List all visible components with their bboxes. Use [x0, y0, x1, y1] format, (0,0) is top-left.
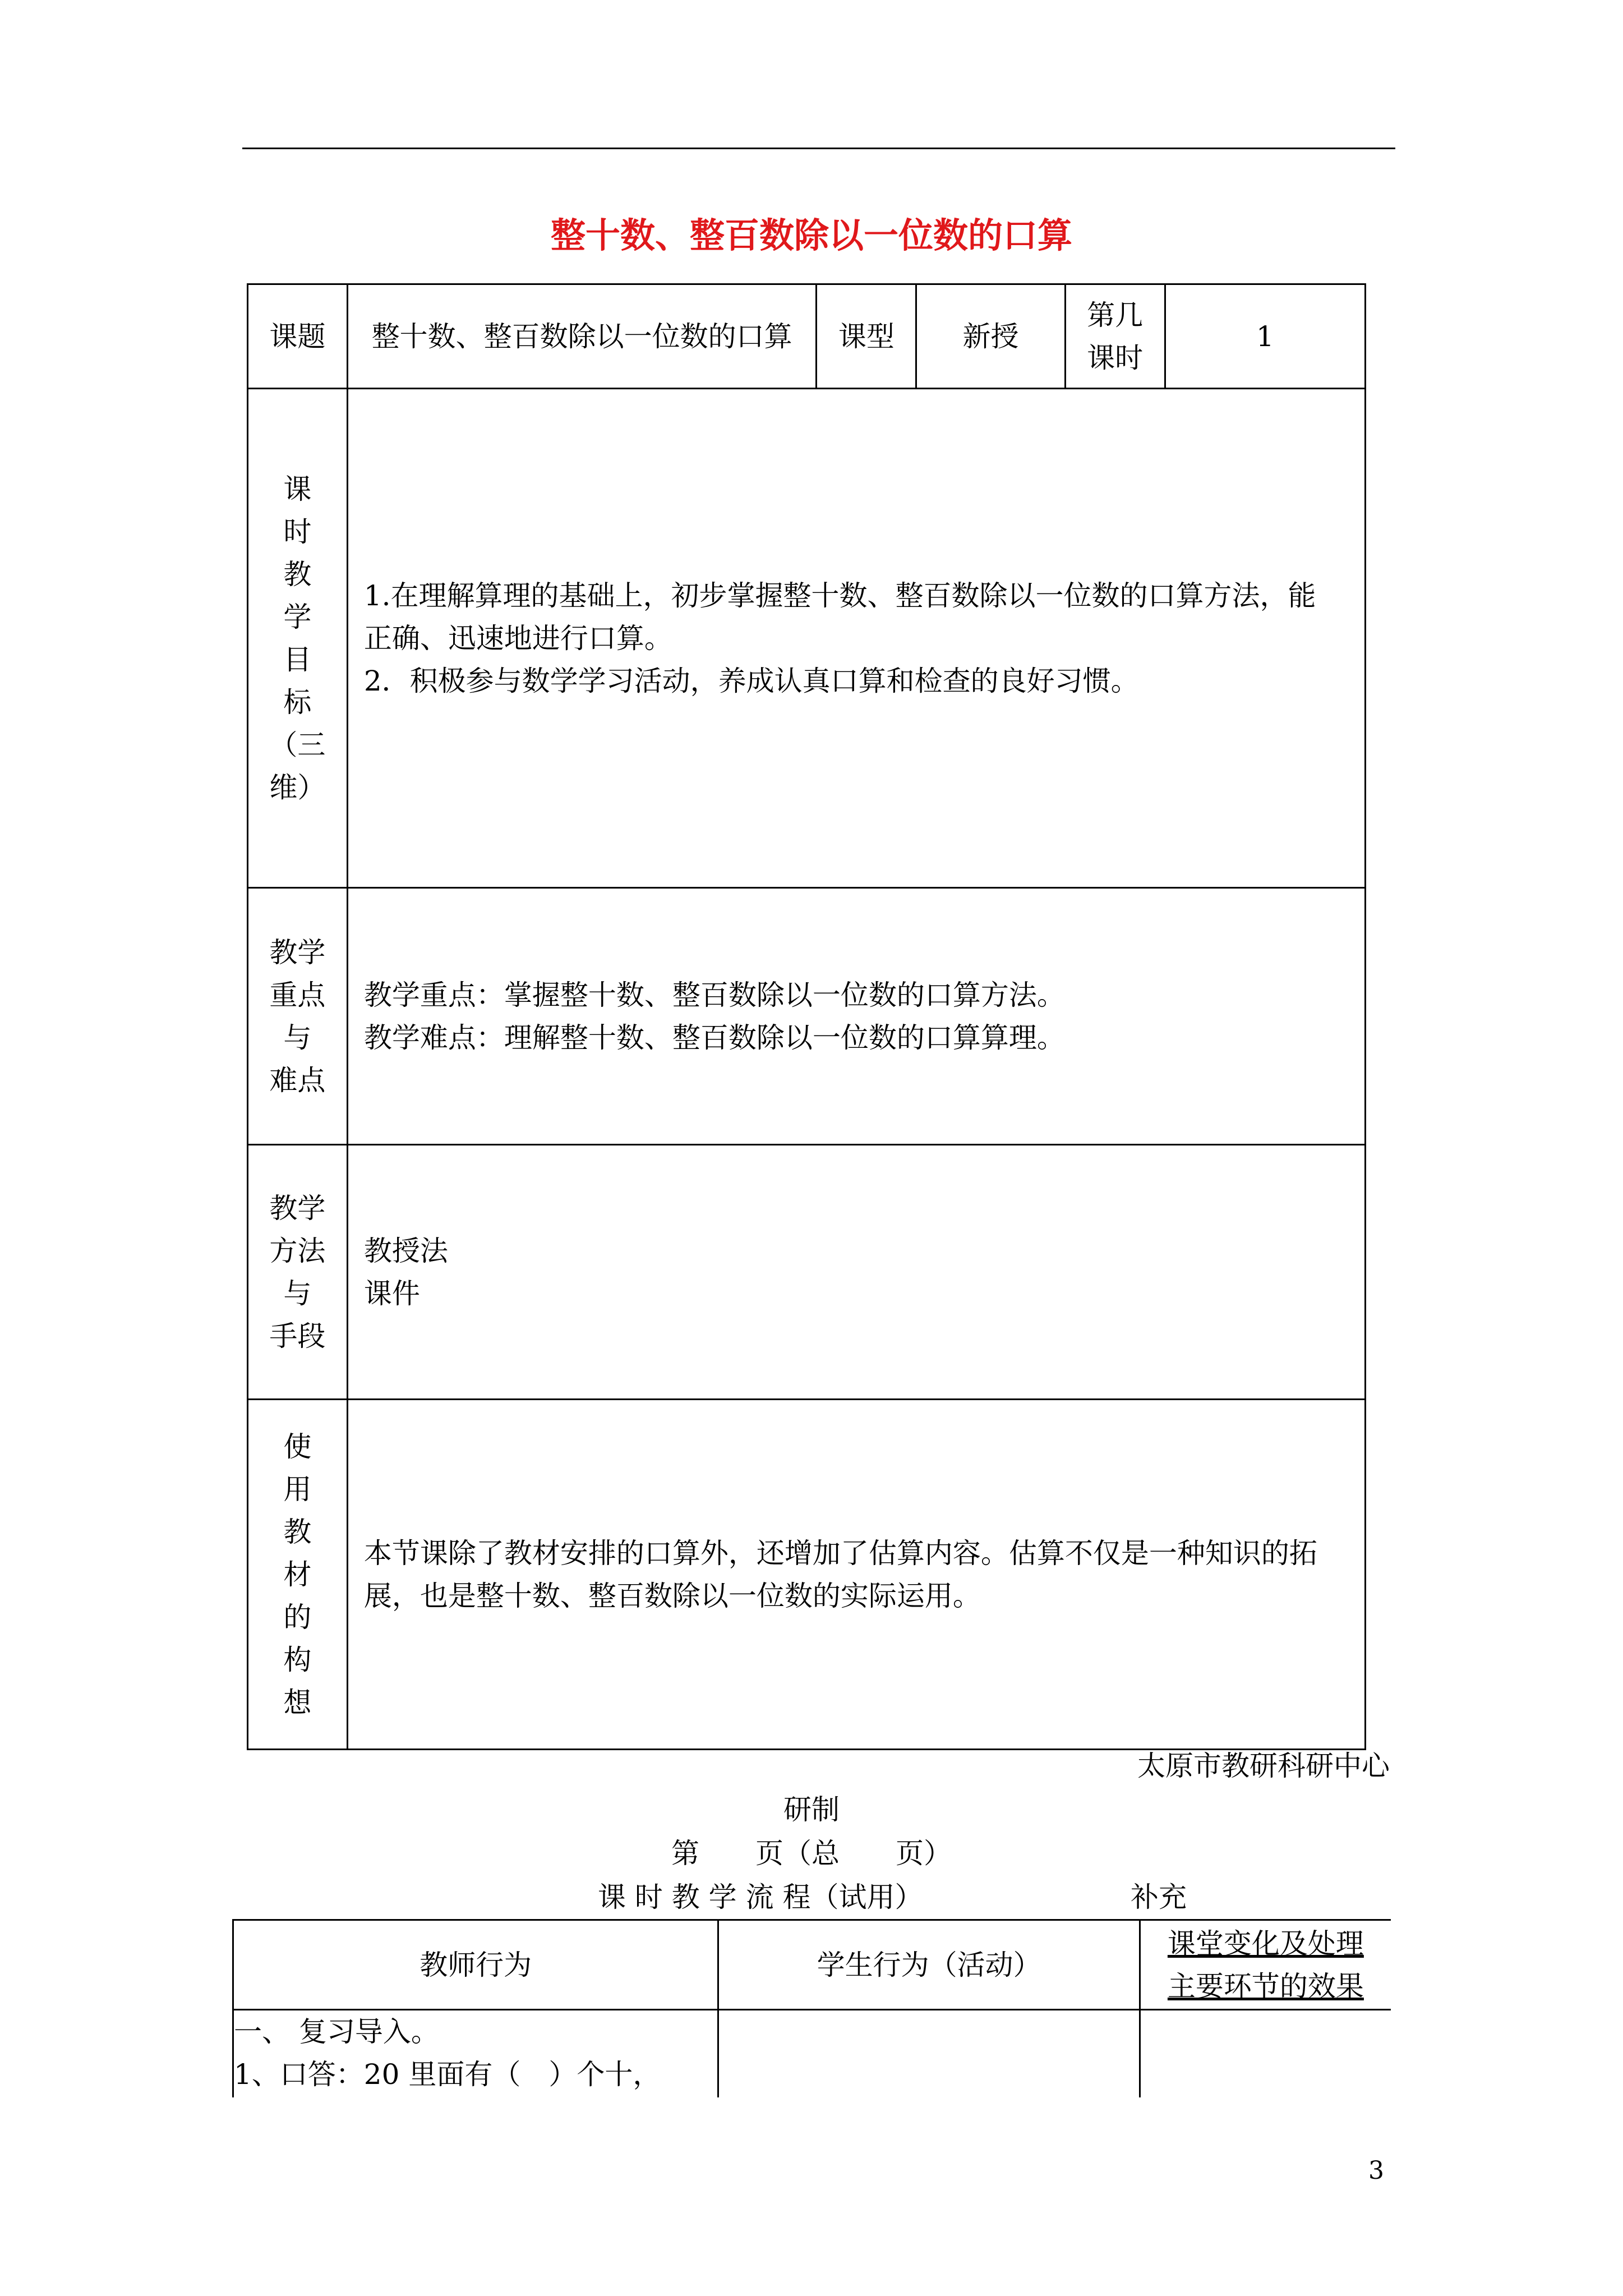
key-points-row: [248, 888, 1366, 1145]
flow-line: 一、 复习导入。: [234, 2016, 439, 2048]
materials-label-char: 教: [283, 1515, 312, 1548]
objectives-label-char: 标: [283, 685, 312, 719]
method-line: 课件: [363, 1277, 420, 1310]
methods-label-part: 教学: [269, 1191, 326, 1225]
materials-label-char: 的: [283, 1600, 312, 1634]
lesson-type-label: 课型: [817, 284, 916, 389]
methods-label-part: 方法: [269, 1234, 326, 1267]
teaching-flow-table: [232, 1919, 1391, 2097]
topic-value: 整十数、整百数除以一位数的口算: [347, 284, 817, 389]
key-points-label-part: 难点: [269, 1064, 326, 1097]
materials-line: 本节课除了教材安排的口算外，还增加了估算内容。估算不仅是一种知识的拓: [363, 1536, 1317, 1570]
key-points-label-part: 教学: [269, 936, 326, 969]
period-value: 1: [1165, 284, 1365, 389]
topic-row: [248, 284, 1366, 389]
objectives-label: [248, 389, 348, 888]
objectives-line: 1.在理解算理的基础上，初步掌握整十数、整百数除以一位数的口算方法，能: [363, 579, 1316, 612]
objectives-label-char: （三维）: [269, 728, 326, 804]
objectives-label-char: 时: [283, 515, 312, 548]
flow-heading: 课 时 教 学 流 程（试用）: [598, 1881, 923, 1913]
methods-label-part: 与: [283, 1277, 312, 1310]
flow-header-row: [233, 1920, 1391, 2010]
key-points-label: [248, 888, 348, 1145]
materials-label-char: 想: [283, 1686, 312, 1719]
methods-label: [248, 1145, 348, 1400]
teacher-actions-cell: [233, 2010, 718, 2097]
footer-made: 研制: [783, 1793, 840, 1826]
materials-line: 展，也是整十数、整百数除以一位数的实际运用。: [363, 1579, 981, 1612]
student-actions-cell: [718, 2010, 1140, 2097]
objectives-label-char: 教: [283, 558, 312, 591]
lesson-info-table: [247, 283, 1366, 1750]
flow-line: 1、口答：20 里面有（ ）个十，: [234, 2058, 661, 2091]
objectives-label-char: 学: [283, 600, 312, 633]
objectives-line: 正确、迅速地进行口算。: [363, 622, 672, 655]
objectives-label-char: 课: [283, 472, 312, 505]
footer-organization: 太原市教研科研中心: [1137, 1750, 1390, 1782]
materials-label: [248, 1400, 348, 1750]
objectives-row: [248, 389, 1366, 888]
key-point-line: 教学重点：掌握整十数、整百数除以一位数的口算方法。: [363, 978, 1065, 1011]
objectives-line: 2．积极参与数学学习活动，养成认真口算和检查的良好习惯。: [363, 664, 1139, 697]
methods-row: [248, 1145, 1366, 1400]
effect-header-line2: 主要环节的效果: [1167, 1970, 1364, 2003]
materials-label-char: 使: [283, 1430, 312, 1463]
key-point-line: 教学难点：理解整十数、整百数除以一位数的口算算理。: [363, 1021, 1065, 1054]
footer-page-info: 第 页（总 页）: [671, 1837, 952, 1870]
effect-header: [1140, 1920, 1391, 2010]
objectives-label-char: 目: [283, 643, 312, 676]
methods-content: [347, 1145, 1365, 1400]
period-label-line2: 课时: [1087, 341, 1144, 374]
materials-label-char: 材: [283, 1558, 312, 1591]
key-points-content: [347, 888, 1365, 1145]
student-actions-header: 学生行为（活动）: [718, 1920, 1140, 2010]
topic-label: 课题: [248, 284, 348, 389]
materials-row: [248, 1400, 1366, 1750]
effect-header-line1: 课堂变化及处理: [1167, 1927, 1364, 1960]
period-label-line1: 第几: [1087, 298, 1144, 332]
period-label: [1065, 284, 1165, 389]
materials-label-char: 用: [283, 1473, 312, 1506]
materials-label-char: 构: [283, 1643, 312, 1676]
flow-supplement-label: 补充: [1131, 1881, 1187, 1913]
document-title: 整十数、整百数除以一位数的口算: [550, 215, 1072, 256]
page-number: 3: [1368, 2156, 1384, 2185]
effect-cell: [1140, 2010, 1391, 2097]
key-points-label-part: 重点: [269, 978, 326, 1011]
materials-content: [347, 1400, 1365, 1750]
teacher-actions-header: 教师行为: [233, 1920, 718, 2010]
header-rule: [242, 148, 1395, 149]
flow-row: [233, 2010, 1391, 2097]
key-points-label-part: 与: [283, 1021, 312, 1054]
method-line: 教授法: [363, 1234, 448, 1267]
lesson-type-value: 新授: [916, 284, 1066, 389]
objectives-content: [347, 389, 1365, 888]
methods-label-part: 手段: [269, 1319, 326, 1352]
